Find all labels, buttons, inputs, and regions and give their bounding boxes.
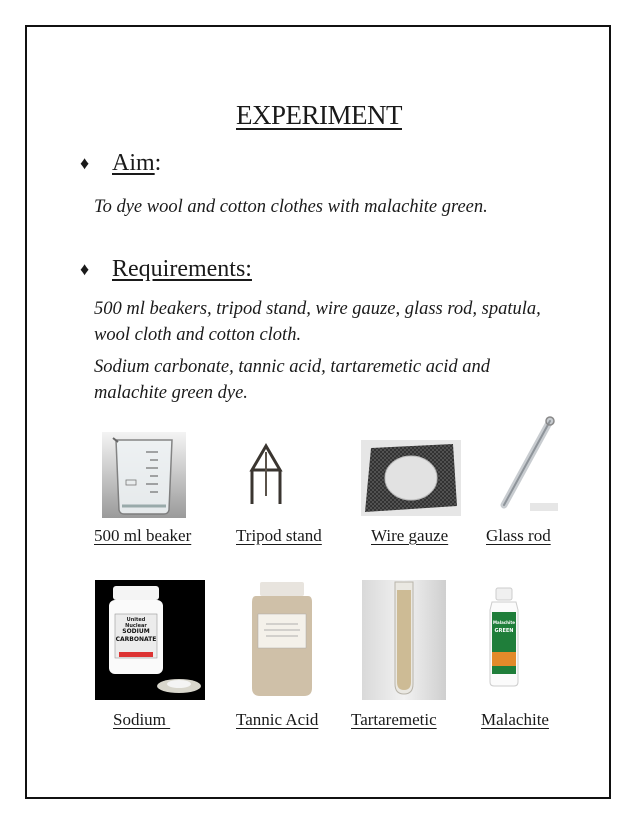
- sodium-bottle-label-line-1: United Nuclear: [125, 617, 147, 629]
- page-title: EXPERIMENT: [236, 100, 402, 130]
- malachite-bottle-label-line-2: GREEN: [494, 628, 514, 634]
- glass-rod-image: [486, 413, 560, 517]
- aim-colon: :: [154, 150, 162, 176]
- requirements-heading: [80, 256, 252, 283]
- sodium-bottle-label-line-2: SODIUM: [122, 628, 150, 635]
- wire-gauze-caption: Wire gauze: [371, 526, 449, 545]
- aim-label: Aim: [112, 150, 155, 176]
- requirements-chemicals-text: Sodium carbonate, tannic acid, tartaremetic acid and malachite green dye.: [94, 357, 490, 403]
- beaker-image: [102, 432, 186, 518]
- test-tube-image: [362, 580, 446, 700]
- aim-heading: [80, 150, 161, 177]
- requirements-apparatus-text: 500 ml beakers, tripod stand, wire gauze, glass rod, spatula, wool cloth and cotton cloth.: [94, 299, 541, 345]
- wire-gauze-image: [361, 440, 461, 516]
- sodium-carbonate-caption: Sodium: [113, 710, 171, 729]
- beaker-caption: 500 ml beaker: [94, 526, 192, 545]
- tripod-stand-caption: Tripod stand: [236, 526, 322, 545]
- diamond-bullet-icon: ♦: [80, 153, 90, 173]
- malachite-green-caption: Malachite: [481, 710, 549, 729]
- tannic-acid-caption: Tannic Acid: [236, 710, 319, 729]
- requirements-label: Requirements:: [112, 256, 252, 282]
- tartaremetic-acid-caption: Tartaremetic: [351, 710, 437, 729]
- sodium-bottle-label-line-3: CARBONATE: [115, 636, 157, 643]
- malachite-bottle-label-line-1: Malachite: [493, 620, 515, 625]
- diamond-bullet-icon: ♦: [80, 259, 90, 279]
- glass-rod-caption: Glass rod: [486, 526, 551, 545]
- malachite-green-bottle-image: [484, 586, 524, 690]
- sodium-carbonate-bottle-image: [95, 580, 205, 700]
- tripod-stand-image: [246, 440, 286, 510]
- tannic-acid-jar-image: [236, 580, 322, 700]
- aim-text: To dye wool and cotton clothes with malachite green.: [94, 197, 488, 217]
